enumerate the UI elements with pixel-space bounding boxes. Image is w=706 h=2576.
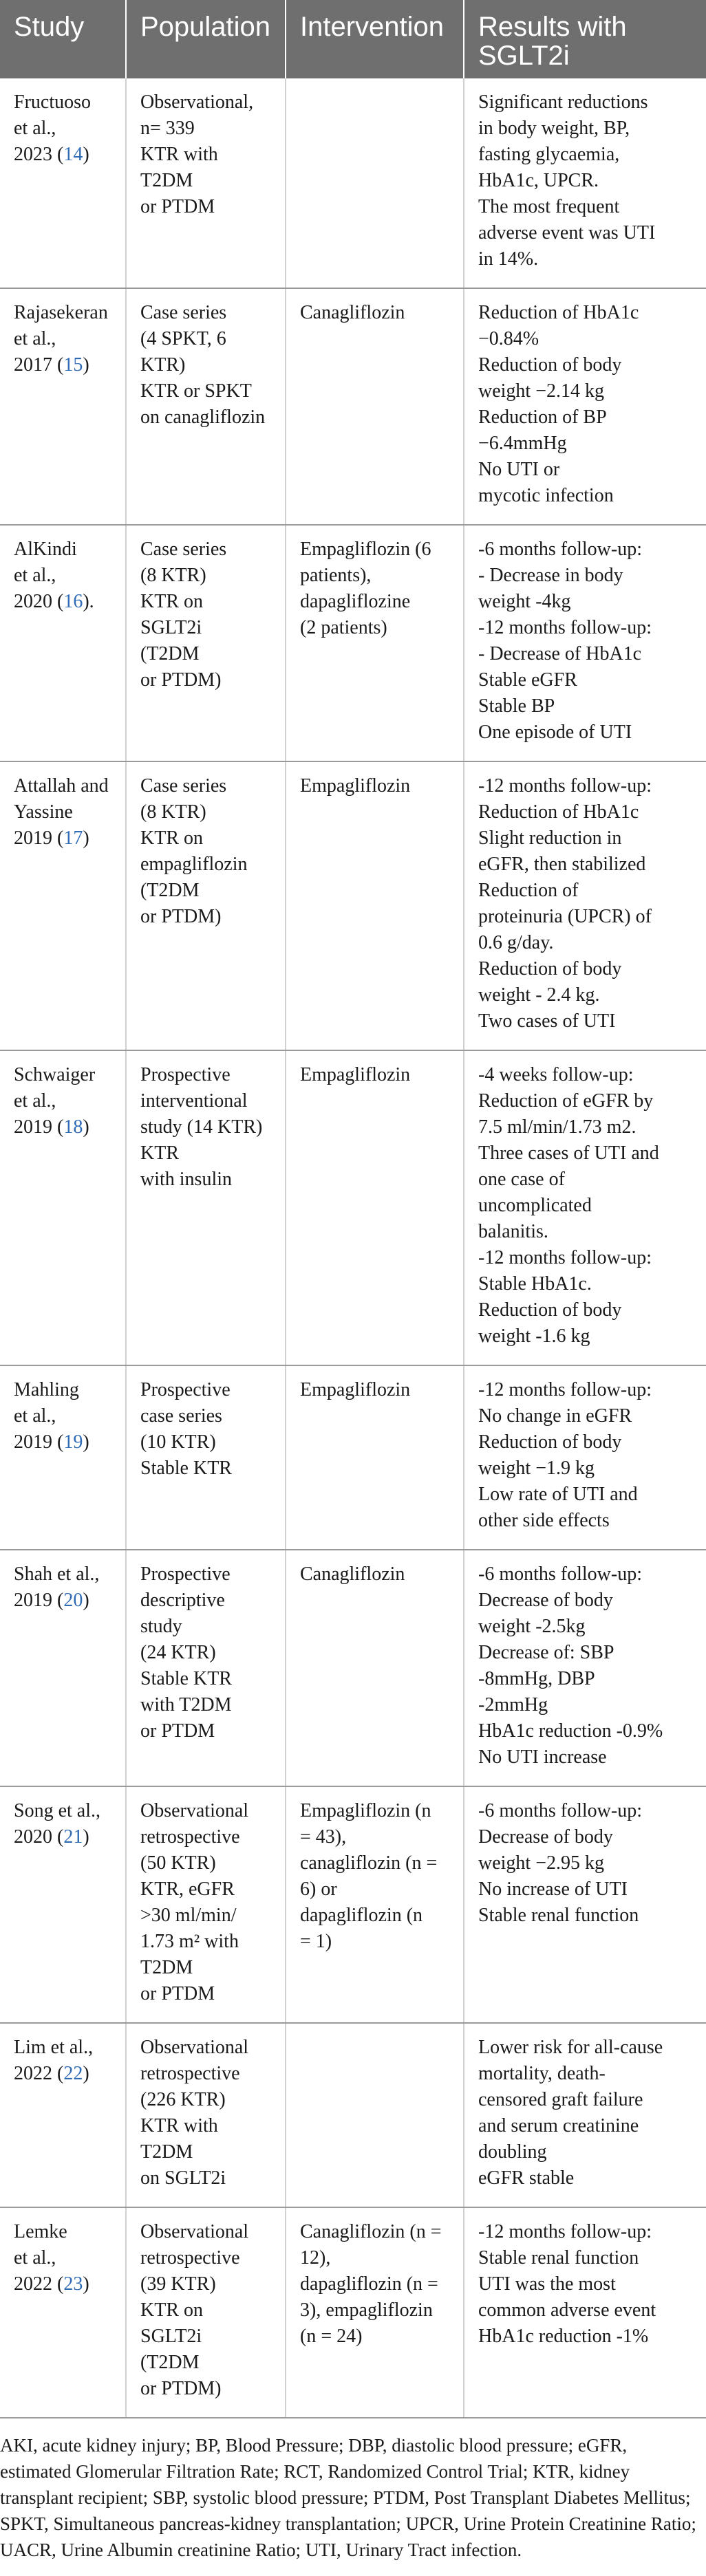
intervention-cell [286, 1786, 464, 2023]
population-cell-line: (T2DM [140, 2352, 200, 2373]
results-cell-line: censored graft failure [478, 2089, 643, 2110]
population-cell-line: case series [140, 1405, 222, 1427]
results-cell-line: Reduction of HbA1c [478, 302, 639, 323]
reference-link[interactable]: 15 [63, 354, 83, 376]
study-cell-line: Rajasekeran [14, 302, 108, 323]
results-cell-line: No UTI increase [478, 1746, 607, 1768]
population-cell [126, 288, 286, 525]
population-cell [126, 1786, 286, 2023]
population-cell-line: (226 KTR) [140, 2089, 226, 2110]
results-cell-line: Reduction of [478, 880, 579, 901]
results-cell-line: No increase of UTI [478, 1879, 628, 1900]
population-cell-line: retrospective [140, 2247, 240, 2269]
results-cell-line: Stable BP [478, 695, 555, 717]
results-cell-line: 0.6 g/day. [478, 932, 554, 953]
results-cell-line: -6 months follow-up: [478, 1563, 642, 1585]
population-cell [126, 761, 286, 1050]
results-cell-line: fasting glycaemia, [478, 144, 620, 165]
results-cell [464, 1365, 706, 1550]
intervention-cell-line: Empagliflozin (6 [300, 539, 431, 560]
population-cell-line: KTR) [140, 354, 186, 376]
population-cell-line: KTR or SPKT [140, 380, 252, 402]
results-cell-line: -12 months follow-up: [478, 775, 652, 797]
population-cell-line: Case series [140, 775, 227, 797]
population-cell-line: Case series [140, 539, 227, 560]
study-cell-line: AlKindi [14, 539, 77, 560]
results-cell-line: doubling [478, 2141, 547, 2163]
results-cell-line: mortality, death- [478, 2063, 606, 2084]
reference-link[interactable]: 22 [63, 2063, 83, 2084]
study-cell-line: Lim et al., [14, 2037, 94, 2058]
results-cell-line: eGFR stable [478, 2167, 575, 2189]
table-row [0, 2207, 706, 2418]
results-cell-line: HbA1c reduction -0.9% [478, 1720, 663, 1742]
population-cell-line: KTR [140, 1143, 179, 1164]
intervention-cell [286, 1365, 464, 1550]
table-row [0, 1050, 706, 1365]
intervention-cell-line: Empagliflozin [300, 1379, 411, 1400]
population-cell [126, 1365, 286, 1550]
intervention-cell-line: (n = 24) [300, 2326, 363, 2347]
results-cell-line: Three cases of UTI and [478, 1143, 659, 1164]
population-cell [126, 1050, 286, 1365]
intervention-cell-line: Empagliflozin [300, 1064, 411, 1085]
results-cell [464, 2023, 706, 2207]
population-cell-line: with insulin [140, 1169, 233, 1190]
population-cell-line: (50 KTR) [140, 1852, 216, 1874]
results-cell [464, 2207, 706, 2418]
population-cell [126, 2207, 286, 2418]
reference-link[interactable]: 19 [63, 1431, 83, 1453]
results-cell-line: in body weight, BP, [478, 118, 630, 139]
study-cell-line: et al., [14, 565, 56, 586]
table-body [0, 78, 706, 2418]
study-cell-line: 2023 [14, 144, 52, 165]
study-cell-line: Fructuoso [14, 91, 91, 113]
study-cell: Rajasekeran et al., 2017 (15) [0, 288, 126, 525]
study-cell-line: 2017 [14, 354, 52, 376]
results-cell-line: uncomplicated [478, 1195, 592, 1216]
results-cell-line: Reduction of body [478, 958, 622, 979]
results-cell-line: - Decrease in body [478, 565, 623, 586]
table-row [0, 761, 706, 1050]
population-cell-line: (8 KTR) [140, 801, 206, 823]
results-cell-line: and serum creatinine [478, 2115, 639, 2136]
results-cell [464, 78, 706, 288]
population-cell-line: or PTDM) [140, 906, 222, 927]
population-cell-line: 1.73 m² with [140, 1931, 239, 1952]
study-cell-line: et al., [14, 328, 56, 349]
intervention-cell-line: = 1) [300, 1931, 332, 1952]
population-cell-line: Prospective [140, 1563, 231, 1585]
results-cell-line: -2mmHg [478, 1694, 548, 1715]
reference-link[interactable]: 14 [63, 144, 83, 165]
study-cell: Schwaiger et al., 2019 (18) [0, 1050, 126, 1365]
study-cell-line: et al., [14, 2247, 56, 2269]
population-cell-line: n= 339 [140, 118, 195, 139]
population-cell [126, 1550, 286, 1786]
study-cell: AlKindi et al., 2020 (16). [0, 525, 126, 761]
study-cell-line: 2020 [14, 591, 52, 612]
results-cell-line: Lower risk for all-cause [478, 2037, 663, 2058]
header-row [0, 0, 706, 78]
study-cell-line: 2019 [14, 827, 52, 849]
results-cell-line: −0.84% [478, 328, 539, 349]
study-cell-line: Shah et al., [14, 1563, 100, 1585]
intervention-cell [286, 525, 464, 761]
intervention-cell-line: dapagliflozin (n = [300, 2273, 438, 2295]
population-cell-line: Observational [140, 1800, 249, 1821]
population-cell-line: (24 KTR) [140, 1642, 216, 1663]
results-cell-line: -12 months follow-up: [478, 2221, 652, 2242]
intervention-cell [286, 78, 464, 288]
study-cell: Shah et al., 2019 (20) [0, 1550, 126, 1786]
results-cell-line: weight -1.6 kg [478, 1325, 590, 1347]
intervention-cell [286, 288, 464, 525]
intervention-cell-line: 12), [300, 2247, 331, 2269]
study-cell-line: Mahling [14, 1379, 79, 1400]
population-cell-line: retrospective [140, 1826, 240, 1848]
reference-link[interactable]: 16 [63, 591, 83, 612]
table-row [0, 288, 706, 525]
table-row [0, 525, 706, 761]
population-cell [126, 2023, 286, 2207]
results-cell-line: -12 months follow-up: [478, 1247, 652, 1268]
results-cell [464, 288, 706, 525]
results-cell [464, 1786, 706, 2023]
study-cell: Lemke et al., 2022 (23) [0, 2207, 126, 2418]
table-row [0, 2023, 706, 2207]
population-cell-line: on canagliflozin [140, 407, 266, 428]
results-cell-line: Low rate of UTI and [478, 1484, 638, 1505]
results-cell-line: weight -4kg [478, 591, 571, 612]
table-row [0, 78, 706, 288]
header-population: Population [126, 0, 286, 78]
results-cell-line: One episode of UTI [478, 722, 632, 743]
population-cell-line: interventional [140, 1090, 248, 1112]
population-cell-line: Stable KTR [140, 1458, 232, 1479]
population-cell-line: (10 KTR) [140, 1431, 216, 1453]
results-cell-line: No change in eGFR [478, 1405, 632, 1427]
population-cell-line: KTR on [140, 2299, 203, 2321]
results-cell-line: Significant reductions [478, 91, 648, 113]
intervention-cell-line: Canagliflozin [300, 1563, 405, 1585]
results-cell-line: HbA1c reduction -1% [478, 2326, 649, 2347]
results-cell-line: -12 months follow-up: [478, 1379, 652, 1400]
population-cell-line: SGLT2i [140, 617, 202, 638]
population-cell-line: or PTDM) [140, 2378, 222, 2399]
results-cell-line: The most frequent [478, 196, 620, 217]
intervention-cell [286, 1050, 464, 1365]
results-cell-line: common adverse event [478, 2299, 656, 2321]
study-cell: Song et al., 2020 (21) [0, 1786, 126, 2023]
study-cell-line: 2022 [14, 2273, 52, 2295]
population-cell-line: Stable KTR [140, 1668, 232, 1689]
population-cell-line: T2DM [140, 170, 193, 191]
study-cell: Fructuoso et al., 2023 (14) [0, 78, 126, 288]
population-cell-line: >30 ml/min/ [140, 1905, 237, 1926]
population-cell-line: KTR with [140, 2115, 218, 2136]
intervention-cell-line: (2 patients) [300, 617, 387, 638]
results-cell-line: Reduction of BP [478, 407, 607, 428]
population-cell-line: KTR with [140, 144, 218, 165]
study-cell-line: Schwaiger [14, 1064, 96, 1085]
results-cell-line: HbA1c, UPCR. [478, 170, 599, 191]
results-cell-line: adverse event was UTI [478, 222, 656, 243]
results-cell [464, 1550, 706, 1786]
population-cell-line: on SGLT2i [140, 2167, 226, 2189]
population-cell-line: (T2DM [140, 643, 200, 664]
population-cell-line: Observational, [140, 91, 254, 113]
intervention-cell-line: Empagliflozin [300, 775, 411, 797]
population-cell-line: (4 SPKT, 6 [140, 328, 226, 349]
results-cell-line: -8mmHg, DBP [478, 1668, 595, 1689]
results-cell-line: -6 months follow-up: [478, 539, 642, 560]
population-cell-line: empagliflozin [140, 854, 248, 875]
results-cell-line: other side effects [478, 1510, 610, 1531]
results-cell-line: in 14%. [478, 248, 539, 270]
results-cell [464, 1050, 706, 1365]
study-cell-line: Lemke [14, 2221, 67, 2242]
results-cell-line: −6.4mmHg [478, 433, 567, 454]
results-cell-line: weight - 2.4 kg. [478, 984, 600, 1006]
population-cell-line: or PTDM [140, 1983, 215, 2004]
population-cell-line: KTR on [140, 827, 203, 849]
study-cell: Lim et al., 2022 (22) [0, 2023, 126, 2207]
results-cell-line: Two cases of UTI [478, 1010, 616, 1032]
study-cell-line: 2019 [14, 1116, 52, 1138]
population-cell-line: T2DM [140, 2141, 193, 2163]
results-cell-line: -12 months follow-up: [478, 617, 652, 638]
table-row [0, 1365, 706, 1550]
population-cell-line: Observational [140, 2221, 249, 2242]
reference-link[interactable]: 18 [63, 1116, 83, 1138]
intervention-cell-line: dapagliflozin (n [300, 1905, 423, 1926]
intervention-cell-line: Canagliflozin [300, 302, 405, 323]
results-cell-line: Slight reduction in [478, 827, 622, 849]
population-cell-line: or PTDM [140, 196, 215, 217]
population-cell-line: descriptive [140, 1590, 225, 1611]
results-cell-line: Stable eGFR [478, 669, 577, 691]
study-cell-line: Yassine [14, 801, 73, 823]
population-cell-line: Prospective [140, 1064, 231, 1085]
results-cell-line: UTI was the most [478, 2273, 616, 2295]
reference-link[interactable]: 23 [63, 2273, 83, 2295]
results-cell-line: Decrease of body [478, 1590, 613, 1611]
study-cell-line: et al., [14, 118, 56, 139]
population-cell-line: KTR, eGFR [140, 1879, 235, 1900]
intervention-cell [286, 2207, 464, 2418]
results-cell-line: No UTI or [478, 459, 560, 480]
population-cell-line: (T2DM [140, 880, 200, 901]
population-cell-line: Case series [140, 302, 227, 323]
results-cell-line: one case of [478, 1169, 565, 1190]
population-cell-line: Prospective [140, 1379, 231, 1400]
study-cell-line: 2022 [14, 2063, 52, 2084]
header-study: Study [0, 0, 126, 78]
study-cell-line: 2020 [14, 1826, 52, 1848]
population-cell [126, 525, 286, 761]
intervention-cell [286, 2023, 464, 2207]
intervention-cell-line: dapagliflozine [300, 591, 411, 612]
reference-link[interactable]: 20 [63, 1590, 83, 1611]
results-cell-line: - Decrease of HbA1c [478, 643, 642, 664]
results-cell-line: Reduction of body [478, 1299, 622, 1321]
results-cell-line: Decrease of: SBP [478, 1642, 614, 1663]
results-cell [464, 761, 706, 1050]
results-cell-line: -6 months follow-up: [478, 1800, 642, 1821]
results-cell-line: balanitis. [478, 1221, 548, 1242]
intervention-cell-line: 3), empagliflozin [300, 2299, 433, 2321]
intervention-cell-line: Empagliflozin (n [300, 1800, 431, 1821]
results-cell-line: Stable renal function [478, 1905, 639, 1926]
study-cell: Attallah and Yassine 2019 (17) [0, 761, 126, 1050]
results-cell-line: weight -2.5kg [478, 1616, 586, 1637]
intervention-cell-line: 6) or [300, 1879, 337, 1900]
results-cell [464, 525, 706, 761]
population-cell-line: with T2DM [140, 1694, 232, 1715]
population-cell-line: or PTDM) [140, 669, 222, 691]
population-cell-line: or PTDM [140, 1720, 215, 1742]
results-cell-line: weight −2.14 kg [478, 380, 604, 402]
results-cell-line: Reduction of body [478, 354, 622, 376]
results-cell-line: Reduction of HbA1c [478, 801, 639, 823]
results-cell-line: Decrease of body [478, 1826, 613, 1848]
intervention-cell-line: = 43), [300, 1826, 347, 1848]
population-cell-line: Observational [140, 2037, 249, 2058]
study-cell-line: Attallah and [14, 775, 109, 797]
population-cell-line: T2DM [140, 1957, 193, 1978]
results-cell-line: 7.5 ml/min/1.73 m2. [478, 1116, 637, 1138]
results-cell-line: eGFR, then stabilized [478, 854, 646, 875]
results-cell-line: mycotic infection [478, 485, 614, 506]
results-cell-line: Reduction of body [478, 1431, 622, 1453]
study-cell-line: 2019 [14, 1431, 52, 1453]
population-cell-line: retrospective [140, 2063, 240, 2084]
header-results-label: Results with SGLT2i [478, 12, 627, 71]
results-cell-line: proteinuria (UPCR) of [478, 906, 652, 927]
population-cell-line: (39 KTR) [140, 2273, 216, 2295]
population-cell-line: study (14 KTR) [140, 1116, 263, 1138]
population-cell-line: KTR on [140, 591, 203, 612]
study-cell-line: et al., [14, 1405, 56, 1427]
population-cell-line: SGLT2i [140, 2326, 202, 2347]
reference-link[interactable]: 21 [63, 1826, 83, 1848]
results-cell-line: Stable renal function [478, 2247, 639, 2269]
intervention-cell-line: Canagliflozin (n = [300, 2221, 442, 2242]
results-cell-line: -4 weeks follow-up: [478, 1064, 634, 1085]
table-row [0, 1550, 706, 1786]
header-intervention: Intervention [286, 0, 464, 78]
results-cell-line: Stable HbA1c. [478, 1273, 592, 1295]
intervention-cell [286, 1550, 464, 1786]
results-cell-line: Reduction of eGFR by [478, 1090, 654, 1112]
population-cell [126, 78, 286, 288]
study-cell-line: 2019 [14, 1590, 52, 1611]
population-cell-line: (8 KTR) [140, 565, 206, 586]
study-cell-line: et al., [14, 1090, 56, 1112]
intervention-cell-line: patients), [300, 565, 372, 586]
results-cell-line: weight −1.9 kg [478, 1458, 595, 1479]
study-cell-line: Song et al., [14, 1800, 100, 1821]
intervention-cell-line: canagliflozin (n = [300, 1852, 438, 1874]
table-row [0, 1786, 706, 2023]
table-footnote: AKI, acute kidney injury; BP, Blood Pressure; DBP, diastolic blood pressure; eGFR, estimated Glomerular Filtration Rate; RCT, Randomized Control Trial; KTR, kidney transplant recipient; SBP, systolic blood pressure; PTDM, Post Transplant Diabetes Mellitus; SPKT, Simultaneous pancreas-kidney transplantation; UPCR, Urine Protein Creatinine Ratio; UACR, Urine Albumin creatinine Ratio; UTI, Urinary Tract infection. [0, 2435, 696, 2560]
intervention-cell [286, 761, 464, 1050]
study-cell: Mahling et al., 2019 (19) [0, 1365, 126, 1550]
header-results [464, 0, 706, 78]
reference-link[interactable]: 17 [63, 827, 83, 849]
reference-suffix: . [89, 591, 94, 612]
population-cell-line: study [140, 1616, 182, 1637]
results-cell-line: weight −2.95 kg [478, 1852, 604, 1874]
